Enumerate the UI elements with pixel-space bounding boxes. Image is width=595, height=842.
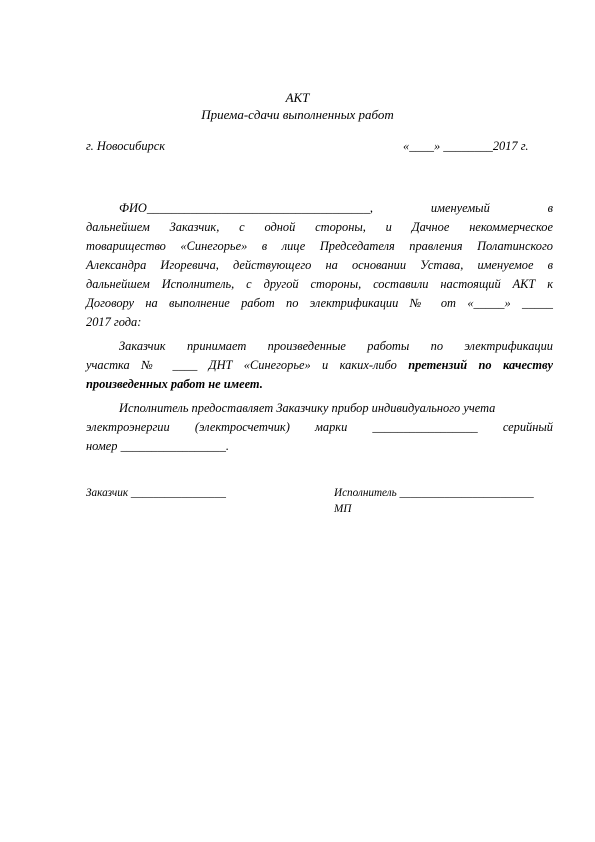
stamp-label: МП bbox=[334, 503, 352, 515]
paragraph-1-line-6: Договору на выполнение работ по электрификации № от «_____» _____ bbox=[86, 296, 553, 310]
paragraph-2-line-3 bbox=[86, 375, 553, 394]
paragraph-3-line-3: номер _________________. bbox=[86, 439, 229, 453]
paragraph-2-line-2 bbox=[86, 356, 553, 375]
signature-contractor: Исполнитель ________________________ bbox=[334, 487, 534, 499]
paragraph-1-line-7: 2017 года: bbox=[86, 315, 142, 329]
paragraph-1-line-2: дальнейшем Заказчик, с одной стороны, и Дачное некоммерческое bbox=[86, 220, 553, 234]
signature-customer: Заказчик _________________ bbox=[86, 487, 226, 499]
paragraph-1-line-5: дальнейшем Исполнитель, с другой стороны, составили настоящий АКТ к bbox=[86, 277, 553, 291]
paragraph-1-line-4: Александра Игоревича, действующего на основании Устава, именуемое в bbox=[86, 258, 553, 272]
paragraph-2-bold-claims: претензий по качеству bbox=[408, 358, 553, 372]
paragraph-1-line-3: товарищество «Синегорье» в лице Председателя правления Полатинского bbox=[86, 239, 553, 253]
document-title: АКТ bbox=[285, 90, 310, 105]
date-line: «____» ________2017 г. bbox=[403, 139, 529, 153]
paragraph-3-line-1: Исполнитель предоставляет Заказчику прибор индивидуального учета bbox=[119, 401, 496, 415]
city-label: г. Новосибирск bbox=[86, 139, 166, 153]
paragraph-2-line-2-text: участка № ____ ДНТ «Синегорье» и каких-либо bbox=[86, 358, 409, 372]
paragraph-2-line-1: Заказчик принимает произведенные работы по электрификации bbox=[119, 339, 553, 353]
paragraph-2-bold-no-claims: произведенных работ не имеет. bbox=[86, 377, 263, 391]
paragraph-3-line-2: электроэнергии (электросчетчик) марки _________________ серийный bbox=[86, 420, 553, 434]
paragraph-1-line-1: ФИО____________________________________, именуемый в bbox=[119, 201, 553, 215]
document-subtitle: Приема-сдачи выполненных работ bbox=[201, 107, 394, 122]
